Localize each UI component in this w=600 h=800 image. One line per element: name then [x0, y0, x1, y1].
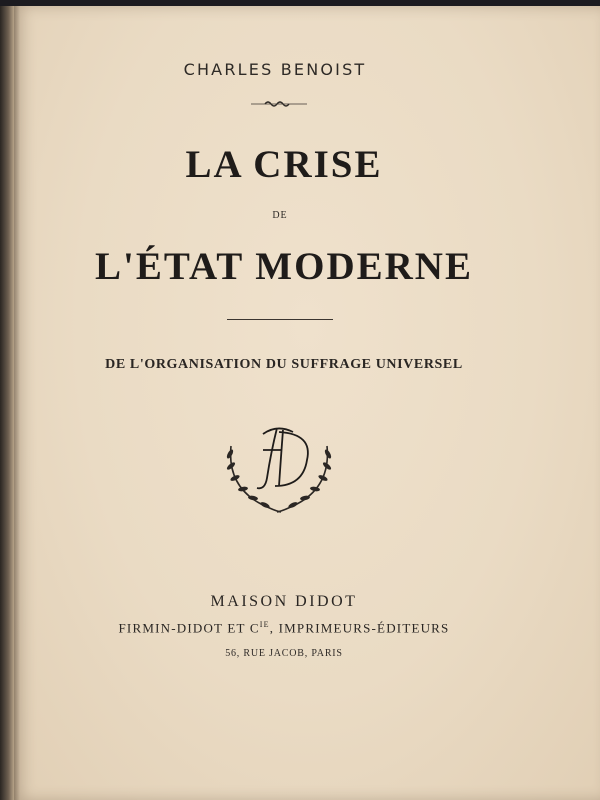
title-line-2: L'ÉTAT MODERNE [95, 245, 473, 288]
title-line-1: LA CRISE [185, 143, 383, 186]
publisher-address: 56, RUE JACOB, PARIS [225, 648, 343, 659]
title-divider [227, 319, 333, 320]
subtitle: DE L'ORGANISATION DU SUFFRAGE UNIVERSEL [105, 357, 463, 372]
firm-superscript: IE [259, 620, 270, 629]
publisher-firm [64, 620, 504, 636]
book-binding-edge [0, 6, 14, 800]
title-connector: DE [272, 210, 288, 221]
title-page [14, 6, 600, 800]
firm-prefix: FIRMIN-DIDOT ET C [118, 620, 260, 636]
wavy-ornament-icon [251, 99, 307, 109]
publisher-name: MAISON DIDOT [210, 593, 358, 610]
fd-monogram-laurel-icon [219, 416, 339, 516]
author-name: CHARLES BENOIST [183, 60, 367, 79]
firm-suffix: , IMPRIMEURS-ÉDITEURS [269, 620, 450, 636]
